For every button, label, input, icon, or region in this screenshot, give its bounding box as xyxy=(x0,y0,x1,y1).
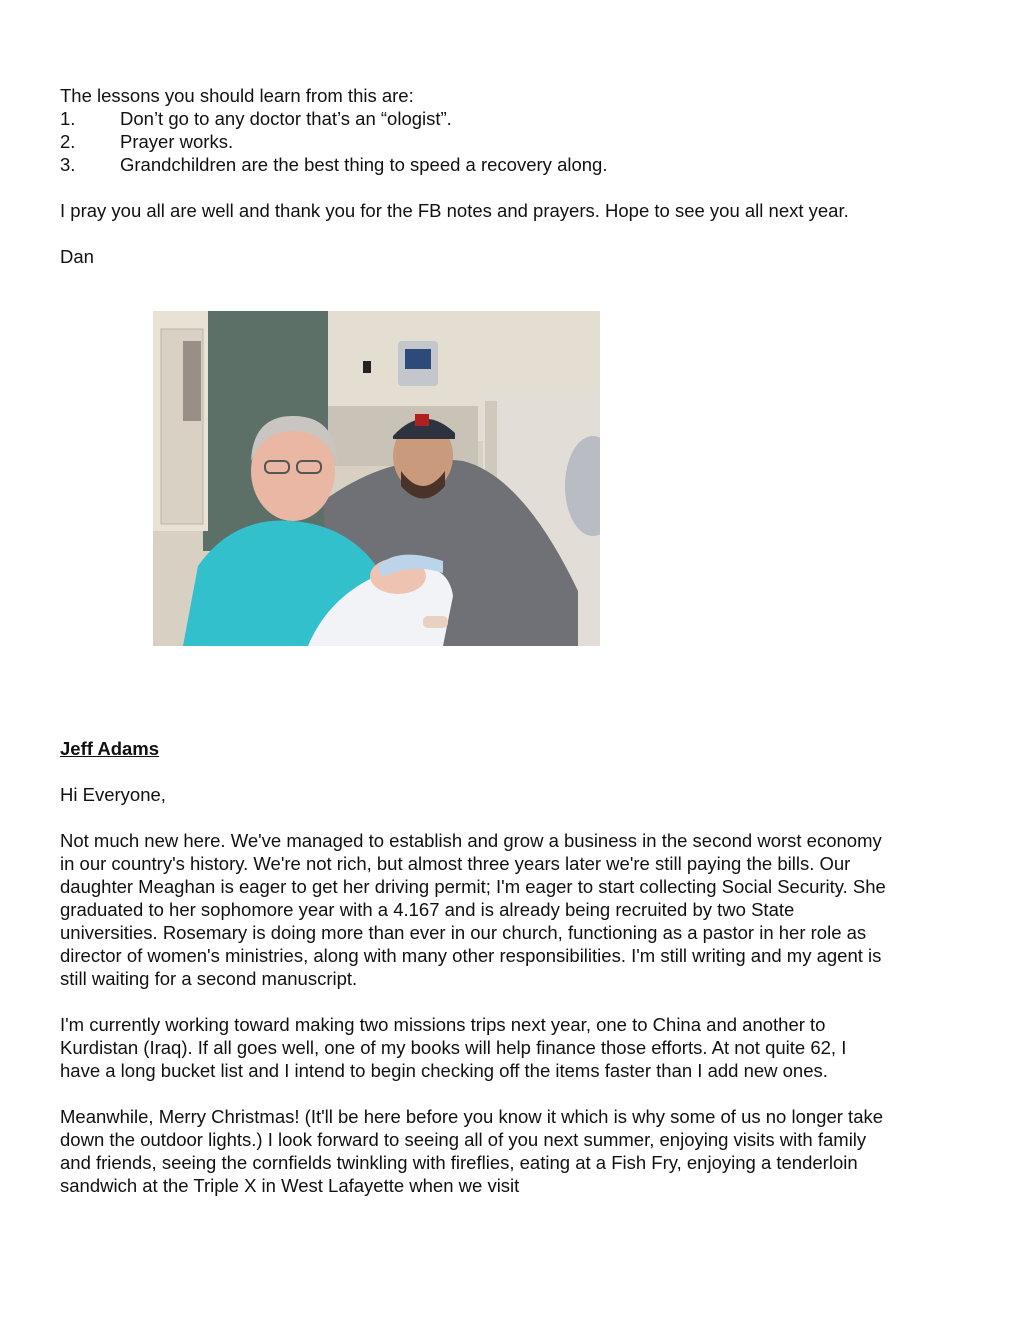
list-item xyxy=(60,153,890,176)
list-number: 2. xyxy=(60,131,76,152)
lessons-list xyxy=(60,107,890,176)
list-text: Grandchildren are the best thing to speed a recovery along. xyxy=(120,154,608,175)
paragraph: Not much new here. We've managed to establish and grow a business in the second worst economy in our country's history. We're not rich, but almost three years later we're still paying the bills. Our daughter Meaghan is eager to get her driving permit; I'm eager to start collecting Social Security. She graduated to her sophomore year with a 4.167 and is already being recruited by two State universities. Rosemary is doing more than ever in our church, functioning as a pastor in her role as director of women's ministries, along with many other responsibilities. I'm still writing and my agent is still waiting for a second manuscript. xyxy=(60,830,886,989)
lessons-intro: The lessons you should learn from this are: xyxy=(60,85,414,106)
list-number: 1. xyxy=(60,108,76,129)
greeting: Hi Everyone, xyxy=(60,784,166,805)
paragraph: Meanwhile, Merry Christmas! (It'll be here before you know it which is why some of us no longer take down the outdoor lights.) I look forward to seeing all of you next summer, enjoying visits with family and friends, seeing the cornfields twinkling with fireflies, eating at a Fish Fry, enjoying a tenderloin sandwich at the Triple X in West Lafayette when we visit xyxy=(60,1106,884,1196)
closing-paragraph: I pray you all are well and thank you for the FB notes and prayers. Hope to see you all next year. xyxy=(60,200,849,221)
hospital-family-photo xyxy=(153,311,600,646)
list-text: Prayer works. xyxy=(120,131,234,152)
section-heading-jeff-adams: Jeff Adams xyxy=(60,738,160,759)
list-item xyxy=(60,107,890,130)
list-number: 3. xyxy=(60,154,76,175)
dan-letter xyxy=(60,84,890,268)
signature: Dan xyxy=(60,246,94,267)
list-text: Don’t go to any doctor that’s an “ologist”. xyxy=(120,108,452,129)
jeff-letter xyxy=(60,783,890,1197)
paragraph: I'm currently working toward making two missions trips next year, one to China and another to Kurdistan (Iraq). If all goes well, one of my books will help finance those efforts. At not quite 62, I have a long bucket list and I intend to begin checking off the items faster than I add new ones. xyxy=(60,1014,847,1081)
list-item xyxy=(60,130,890,153)
